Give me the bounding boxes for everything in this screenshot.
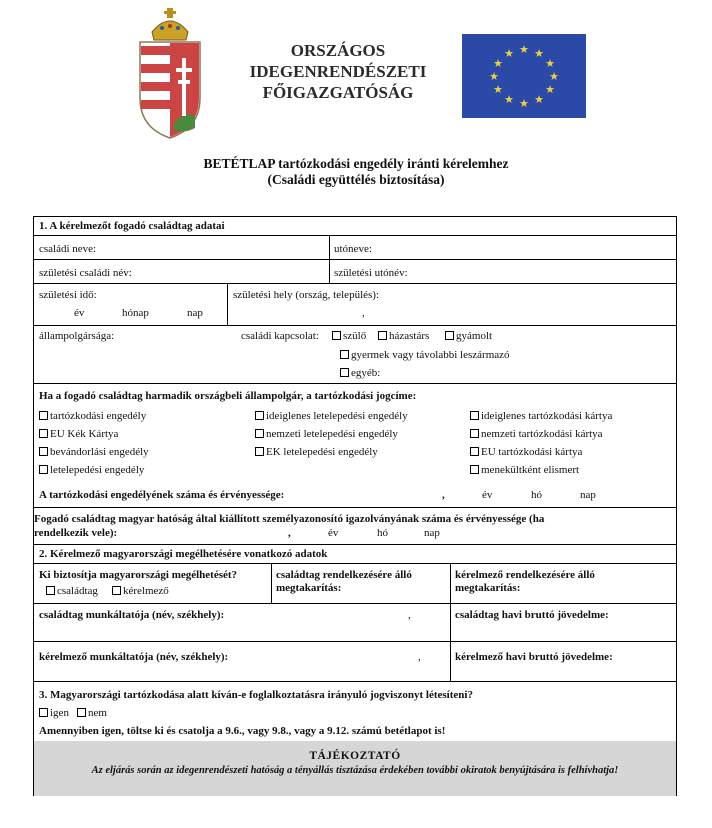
day-label: nap — [187, 307, 203, 319]
residence-option[interactable]: letelepedési engedély — [39, 464, 144, 477]
svg-text:★: ★ — [545, 83, 555, 96]
id-year-label: év — [328, 527, 339, 539]
agency-name: ORSZÁGOS IDEGENRENDÉSZETI FŐIGAZGATÓSÁG — [249, 41, 427, 102]
checkbox-icon[interactable] — [470, 447, 479, 456]
document-header — [0, 0, 712, 150]
relationship-parent-option[interactable]: szülő — [332, 330, 366, 343]
checkbox-icon[interactable] — [340, 350, 349, 359]
year-label: év — [74, 307, 85, 319]
residence-option[interactable]: bevándorlási engedély — [39, 446, 149, 459]
applicant-income-label: kérelmező havi bruttó jövedelme: — [455, 651, 613, 663]
svg-text:★: ★ — [493, 83, 503, 96]
citizenship-label: állampolgársága: — [39, 330, 115, 342]
eu-flag-icon — [462, 34, 586, 118]
svg-text:★: ★ — [493, 57, 503, 70]
permit-day-label: nap — [580, 489, 596, 501]
checkbox-icon[interactable] — [39, 465, 48, 474]
svg-text:★: ★ — [504, 93, 514, 106]
residence-option[interactable]: nemzeti tartózkodási kártya — [470, 428, 603, 441]
checkbox-icon[interactable] — [340, 368, 349, 377]
id-document-label-line1: Fogadó családtag magyar hatóság által kiállított személyazonosító igazolványának száma és érvényessége (ha — [34, 513, 545, 525]
family-income-label: családtag havi bruttó jövedelme: — [455, 609, 609, 621]
checkbox-icon[interactable] — [255, 429, 264, 438]
id-document-label-line2: rendelkezik vele): — [34, 527, 118, 539]
checkbox-icon[interactable] — [255, 447, 264, 456]
id-day-label: nap — [424, 527, 440, 539]
id-month-label: hó — [377, 527, 388, 539]
residence-option[interactable]: EK letelepedési engedély — [255, 446, 378, 459]
checkbox-icon[interactable] — [39, 447, 48, 456]
residence-option[interactable]: ideiglenes letelepedési engedély — [255, 410, 408, 423]
svg-text:★: ★ — [519, 97, 529, 110]
residence-option[interactable]: EU Kék Kártya — [39, 428, 118, 441]
applicant-employer-comma: , — [418, 651, 421, 663]
checkbox-icon[interactable] — [112, 586, 121, 595]
family-employer-label: családtag munkáltatója (név, székhely): — [39, 609, 225, 621]
svg-text:★: ★ — [519, 43, 529, 56]
applicant-employer-label: kérelmező munkáltatója (név, székhely): — [39, 651, 229, 663]
applicant-savings-label: kérelmező rendelkezésére álló megtakarítás: — [455, 569, 595, 594]
who-ensures-label: Ki biztosítja magyarországi megélhetését? — [39, 569, 238, 581]
residence-option[interactable]: ideiglenes tartózkodási kártya — [470, 410, 612, 423]
checkbox-icon[interactable] — [470, 429, 479, 438]
residence-option[interactable]: tartózkodási engedély — [39, 410, 146, 423]
info-text: Az eljárás során az idegenrendészeti hatóság a tényállás tisztázása érdekében további okiratok benyújtására is felhívhatja! — [91, 765, 619, 776]
svg-text:★: ★ — [549, 70, 559, 83]
month-label: hónap — [122, 307, 149, 319]
checkbox-icon[interactable] — [39, 429, 48, 438]
title-line-1: BETÉTLAP tartózkodási engedély iránti kérelemhez — [203, 156, 509, 171]
relationship-ward-option[interactable]: gyámolt — [445, 330, 492, 343]
checkbox-icon[interactable] — [445, 331, 454, 340]
permit-comma: , — [442, 489, 445, 501]
employment-no-option[interactable]: nem — [77, 707, 107, 720]
checkbox-icon[interactable] — [39, 411, 48, 420]
relationship-spouse-option[interactable]: házastárs — [378, 330, 429, 343]
permit-year-label: év — [482, 489, 493, 501]
residence-option[interactable]: EU tartózkodási kártya — [470, 446, 582, 459]
svg-text:★: ★ — [504, 47, 514, 60]
checkbox-icon[interactable] — [39, 708, 48, 717]
svg-text:★: ★ — [534, 93, 544, 106]
relationship-descendant-option[interactable]: gyermek vagy távolabbi leszármazó — [340, 349, 510, 362]
who-family-option[interactable]: családtag — [46, 585, 98, 598]
svg-text:★: ★ — [545, 57, 555, 70]
birth-place-comma: , — [362, 307, 365, 319]
svg-text:★: ★ — [534, 47, 544, 60]
relationship-other-option[interactable]: egyéb: — [340, 367, 380, 380]
checkbox-icon[interactable] — [470, 465, 479, 474]
section3-heading: 3. Magyarországi tartózkodása alatt kíván-e foglalkoztatásra irányuló jogviszonyt létesíteni? — [39, 689, 473, 701]
residence-option[interactable]: menekültként elismert — [470, 464, 579, 477]
checkbox-icon[interactable] — [255, 411, 264, 420]
hungarian-coat-of-arms-icon — [132, 6, 208, 140]
section3-note: Amennyiben igen, töltse ki és csatolja a 9.6., vagy 9.8., vagy a 9.12. számú betétlapot is! — [39, 725, 446, 737]
permit-number-label: A tartózkodási engedélyének száma és érvényessége: — [39, 489, 285, 501]
family-employer-comma: , — [408, 609, 411, 621]
birth-family-name-label: születési családi név: — [39, 267, 132, 279]
family-name-label: családi neve: — [39, 243, 97, 255]
who-applicant-option[interactable]: kérelmező — [112, 585, 169, 598]
checkbox-icon[interactable] — [470, 411, 479, 420]
birth-place-label: születési hely (ország, település): — [233, 289, 380, 301]
title-line-2: (Családi együttélés biztosítása) — [267, 172, 445, 187]
family-savings-label: családtag rendelkezésére álló megtakarítás: — [276, 569, 412, 594]
birth-given-name-label: születési utónév: — [334, 267, 408, 279]
relationship-label: családi kapcsolat: — [241, 330, 319, 342]
checkbox-icon[interactable] — [46, 586, 55, 595]
residence-heading: Ha a fogadó családtag harmadik országbeli állampolgár, a tartózkodási jogcíme: — [39, 390, 417, 402]
birth-date-label: születési idő: — [39, 289, 97, 301]
checkbox-icon[interactable] — [378, 331, 387, 340]
svg-text:★: ★ — [489, 70, 499, 83]
checkbox-icon[interactable] — [332, 331, 341, 340]
section1-heading: 1. A kérelmezőt fogadó családtag adatai — [39, 220, 225, 232]
checkbox-icon[interactable] — [77, 708, 86, 717]
section2-heading: 2. Kérelmező magyarországi megélhetésére vonatkozó adatok — [39, 548, 328, 560]
info-title: TÁJÉKOZTATÓ — [309, 750, 401, 762]
residence-option[interactable]: nemzeti letelepedési engedély — [255, 428, 398, 441]
form-title — [0, 156, 712, 188]
id-comma: , — [288, 527, 291, 539]
application-form — [33, 216, 677, 796]
given-name-label: utóneve: — [334, 243, 372, 255]
employment-yes-option[interactable]: igen — [39, 707, 69, 720]
permit-month-label: hó — [531, 489, 542, 501]
